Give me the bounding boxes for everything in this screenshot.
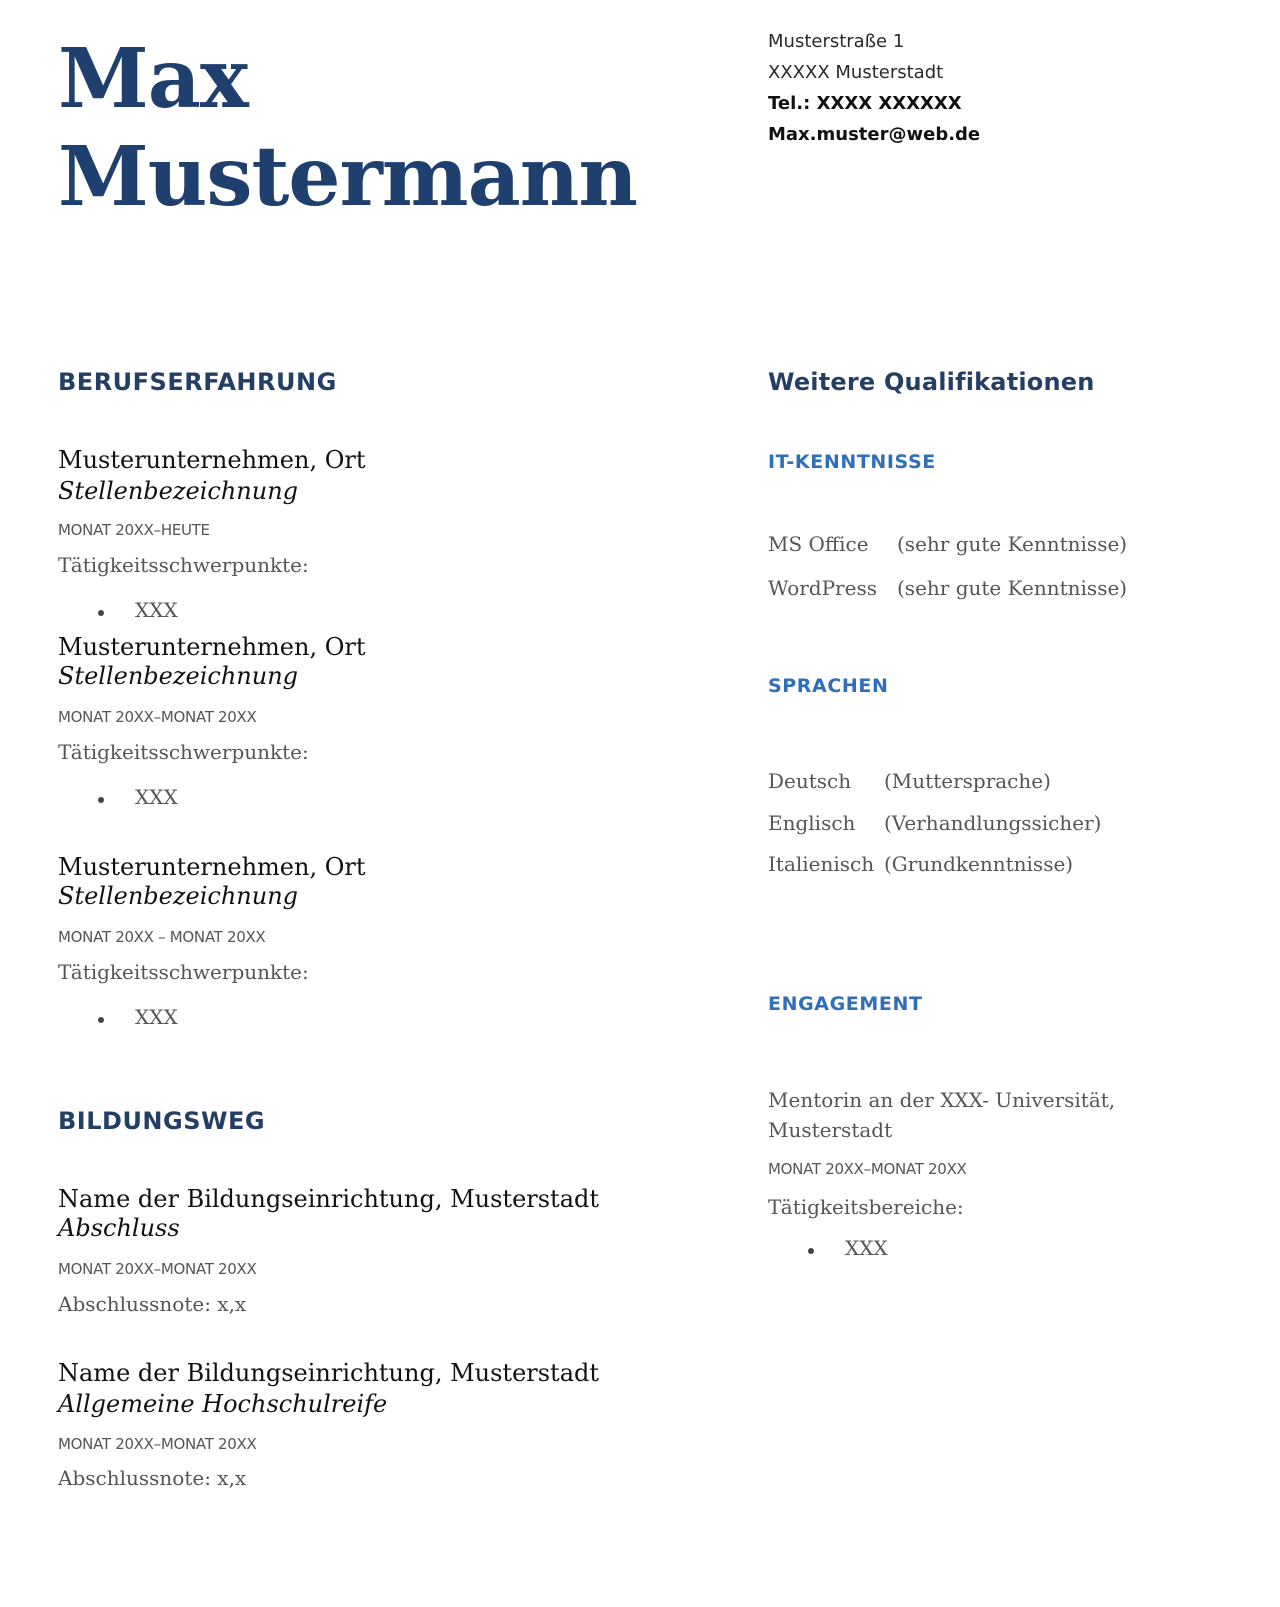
experience-role: Stellenbezeichnung (58, 662, 299, 690)
experience-focus-label: Tätigkeitsschwerpunkte: (58, 553, 309, 577)
experience-company: Musterunternehmen, Ort (58, 633, 366, 661)
language-level: (Verhandlungssicher) (884, 811, 1102, 835)
language-level: (Grundkenntnisse) (884, 852, 1074, 876)
experience-focus-label: Tätigkeitsschwerpunkte: (58, 740, 309, 764)
language-level: (Muttersprache) (884, 769, 1051, 793)
experience-period: MONAT 20XX – MONAT 20XX (58, 928, 266, 946)
engagement-description: Mentorin an der XXX- Universität, (768, 1088, 1116, 1112)
experience-heading: BERUFSERFAHRUNG (58, 368, 337, 396)
last-name: Mustermann (58, 129, 637, 225)
first-name: Max (58, 31, 248, 127)
experience-focus-label: Tätigkeitsschwerpunkte: (58, 960, 309, 984)
engagement-area-label: Tätigkeitsbereiche: (768, 1195, 964, 1219)
contact-street: Musterstraße 1 (768, 31, 905, 52)
it-skill-level: (sehr gute Kenntnisse) (897, 576, 1128, 600)
engagement-period: MONAT 20XX–MONAT 20XX (768, 1160, 967, 1178)
engagement-description-city: Musterstadt (768, 1118, 893, 1142)
language-name: Deutsch (768, 769, 852, 793)
contact-phone: Tel.: XXXX XXXXXX (768, 93, 962, 114)
experience-role: Stellenbezeichnung (58, 882, 299, 910)
it-skill-level: (sehr gute Kenntnisse) (897, 532, 1128, 556)
experience-company: Musterunternehmen, Ort (58, 853, 366, 881)
language-name: Italienisch (768, 852, 875, 876)
it-skill-name: WordPress (768, 576, 877, 600)
education-institution: Name der Bildungseinrichtung, Musterstadt (58, 1359, 600, 1387)
education-heading: BILDUNGSWEG (58, 1107, 266, 1135)
contact-city: XXXXX Musterstadt (768, 62, 944, 83)
education-grade: Abschlussnote: x,x (58, 1292, 247, 1316)
contact-email[interactable]: Max.muster@web.de (768, 124, 981, 145)
education-period: MONAT 20XX–MONAT 20XX (58, 1260, 257, 1278)
engagement-bullet: XXX (845, 1236, 888, 1260)
experience-bullet: XXX (135, 1005, 178, 1029)
experience-period: MONAT 20XX–MONAT 20XX (58, 708, 257, 726)
bullet-dot (808, 1248, 814, 1254)
education-degree: Abschluss (58, 1214, 180, 1242)
it-skill-name: MS Office (768, 532, 869, 556)
it-skills-heading: IT-KENNTNISSE (768, 451, 936, 473)
bullet-dot (98, 1017, 104, 1023)
education-degree: Allgemeine Hochschulreife (58, 1390, 388, 1418)
bullet-dot (98, 610, 104, 616)
education-institution: Name der Bildungseinrichtung, Musterstadt (58, 1185, 600, 1213)
experience-bullet: XXX (135, 598, 178, 622)
language-name: Englisch (768, 811, 856, 835)
languages-heading: SPRACHEN (768, 675, 889, 697)
experience-role: Stellenbezeichnung (58, 477, 299, 505)
education-period: MONAT 20XX–MONAT 20XX (58, 1435, 257, 1453)
qualifications-heading: Weitere Qualifikationen (768, 368, 1095, 396)
bullet-dot (98, 797, 104, 803)
engagement-heading: ENGAGEMENT (768, 993, 923, 1015)
experience-bullet: XXX (135, 785, 178, 809)
experience-company: Musterunternehmen, Ort (58, 446, 366, 474)
education-grade: Abschlussnote: x,x (58, 1466, 247, 1490)
experience-period: MONAT 20XX–HEUTE (58, 521, 210, 539)
